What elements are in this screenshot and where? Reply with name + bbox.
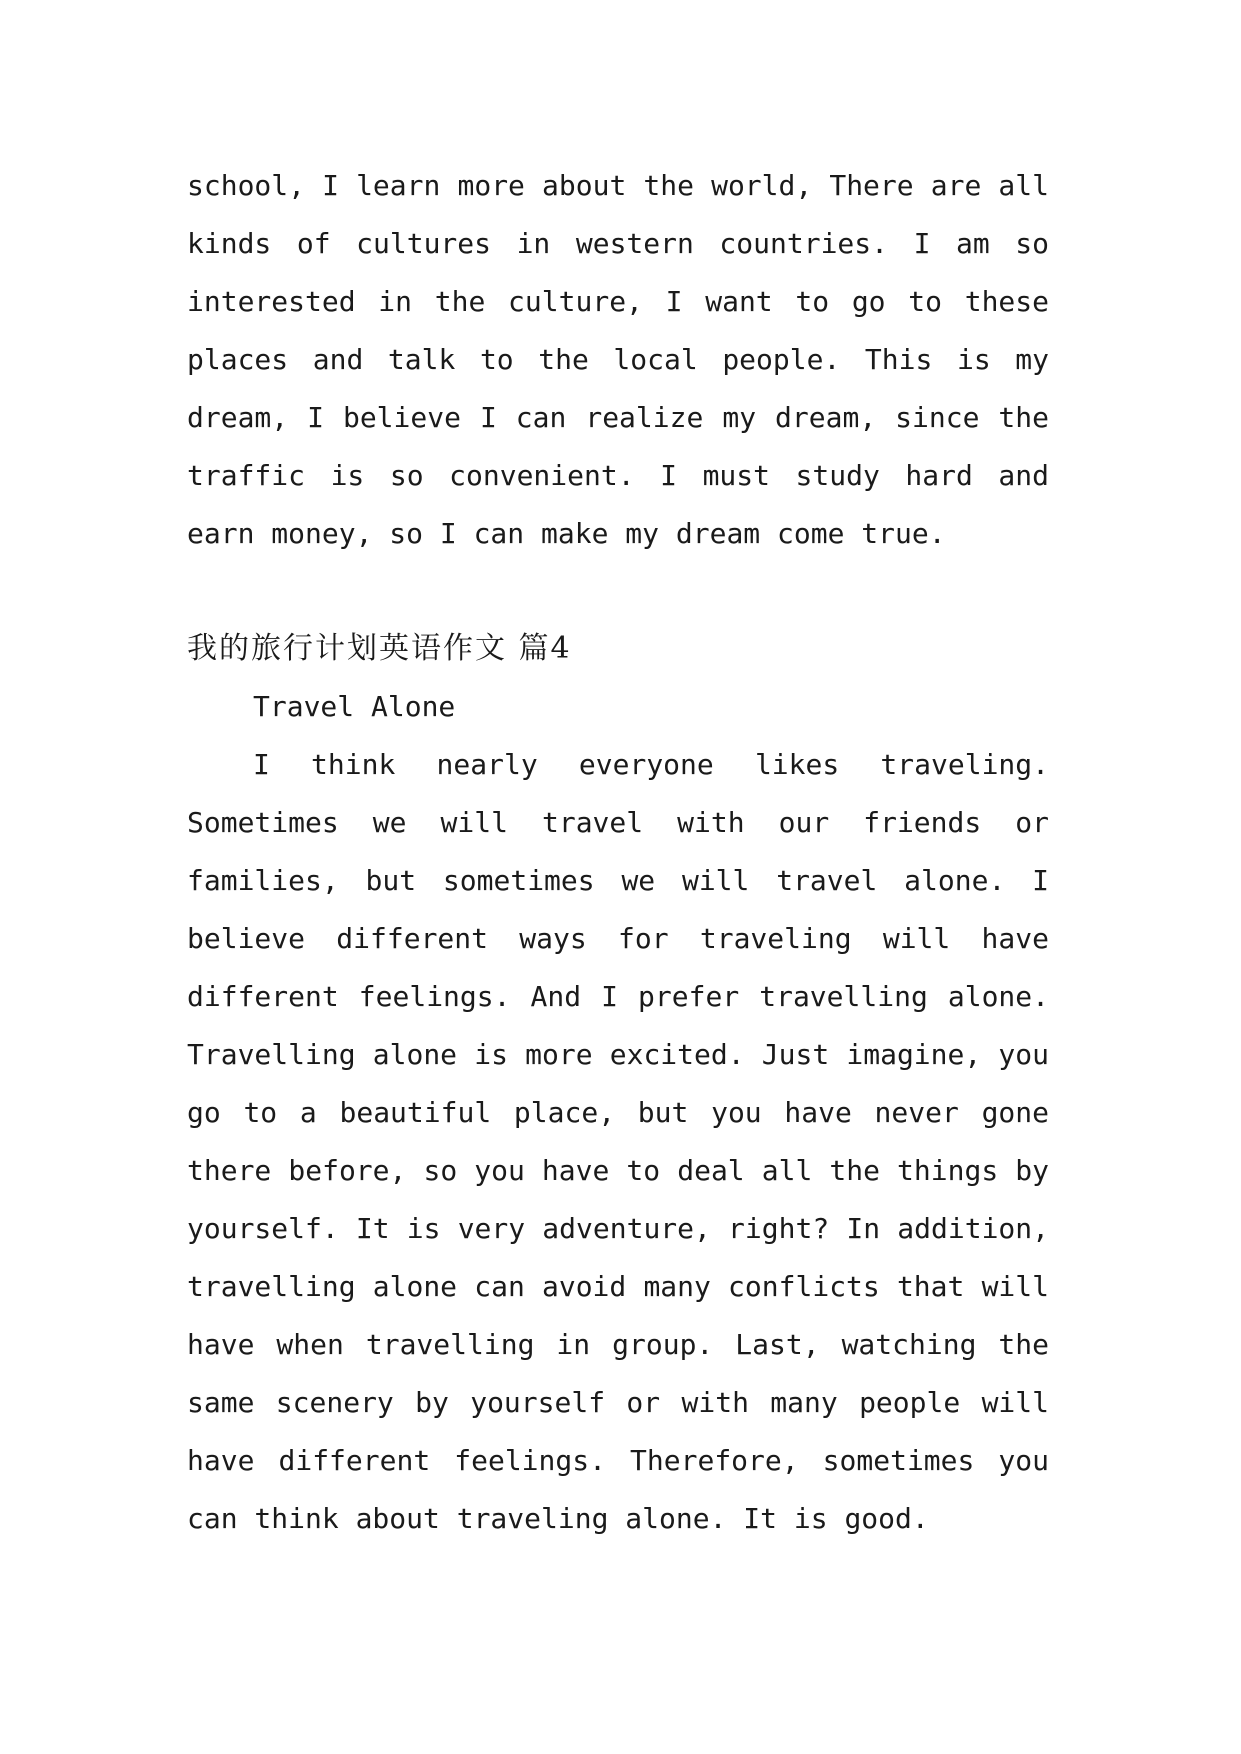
text-line: Sometimes we will travel with our friends or [187, 806, 1049, 839]
text-line: Travelling alone is more excited. Just imagine, you [187, 1038, 1049, 1071]
text-line: can think about traveling alone. It is good. [187, 1502, 929, 1535]
essay-title: Travel Alone [253, 690, 456, 723]
text-line: travelling alone can avoid many conflicts that will [187, 1270, 1049, 1303]
text-line: there before, so you have to deal all the things by [187, 1154, 1049, 1187]
essay-body [187, 678, 1049, 1548]
text-line: believe different ways for traveling will have [187, 922, 1049, 955]
text-line: go to a beautiful place, but you have never gone [187, 1096, 1049, 1129]
text-line: I think nearly everyone likes traveling. [253, 748, 1049, 781]
text-line: interested in the culture, I want to go to these [187, 285, 1049, 318]
text-line: same scenery by yourself or with many people will [187, 1386, 1049, 1419]
text-line: places and talk to the local people. This is my [187, 343, 1049, 376]
text-line: kinds of cultures in western countries. I am so [187, 227, 1049, 260]
text-line: dream, I believe I can realize my dream, since the [187, 401, 1049, 434]
text-line: school, I learn more about the world, There are all [187, 169, 1049, 202]
text-line: families, but sometimes we will travel alone. I [187, 864, 1049, 897]
continued-paragraph [187, 157, 1049, 563]
text-line: have different feelings. Therefore, sometimes you [187, 1444, 1049, 1477]
text-line: different feelings. And I prefer travelling alone. [187, 980, 1049, 1013]
text-line: earn money, so I can make my dream come true. [187, 517, 946, 550]
text-line: have when travelling in group. Last, watching the [187, 1328, 1049, 1361]
text-line: traffic is so convenient. I must study hard and [187, 459, 1049, 492]
section-heading: 我的旅行计划英语作文 篇4 [187, 631, 572, 666]
text-line: yourself. It is very adventure, right? In addition, [187, 1212, 1049, 1245]
